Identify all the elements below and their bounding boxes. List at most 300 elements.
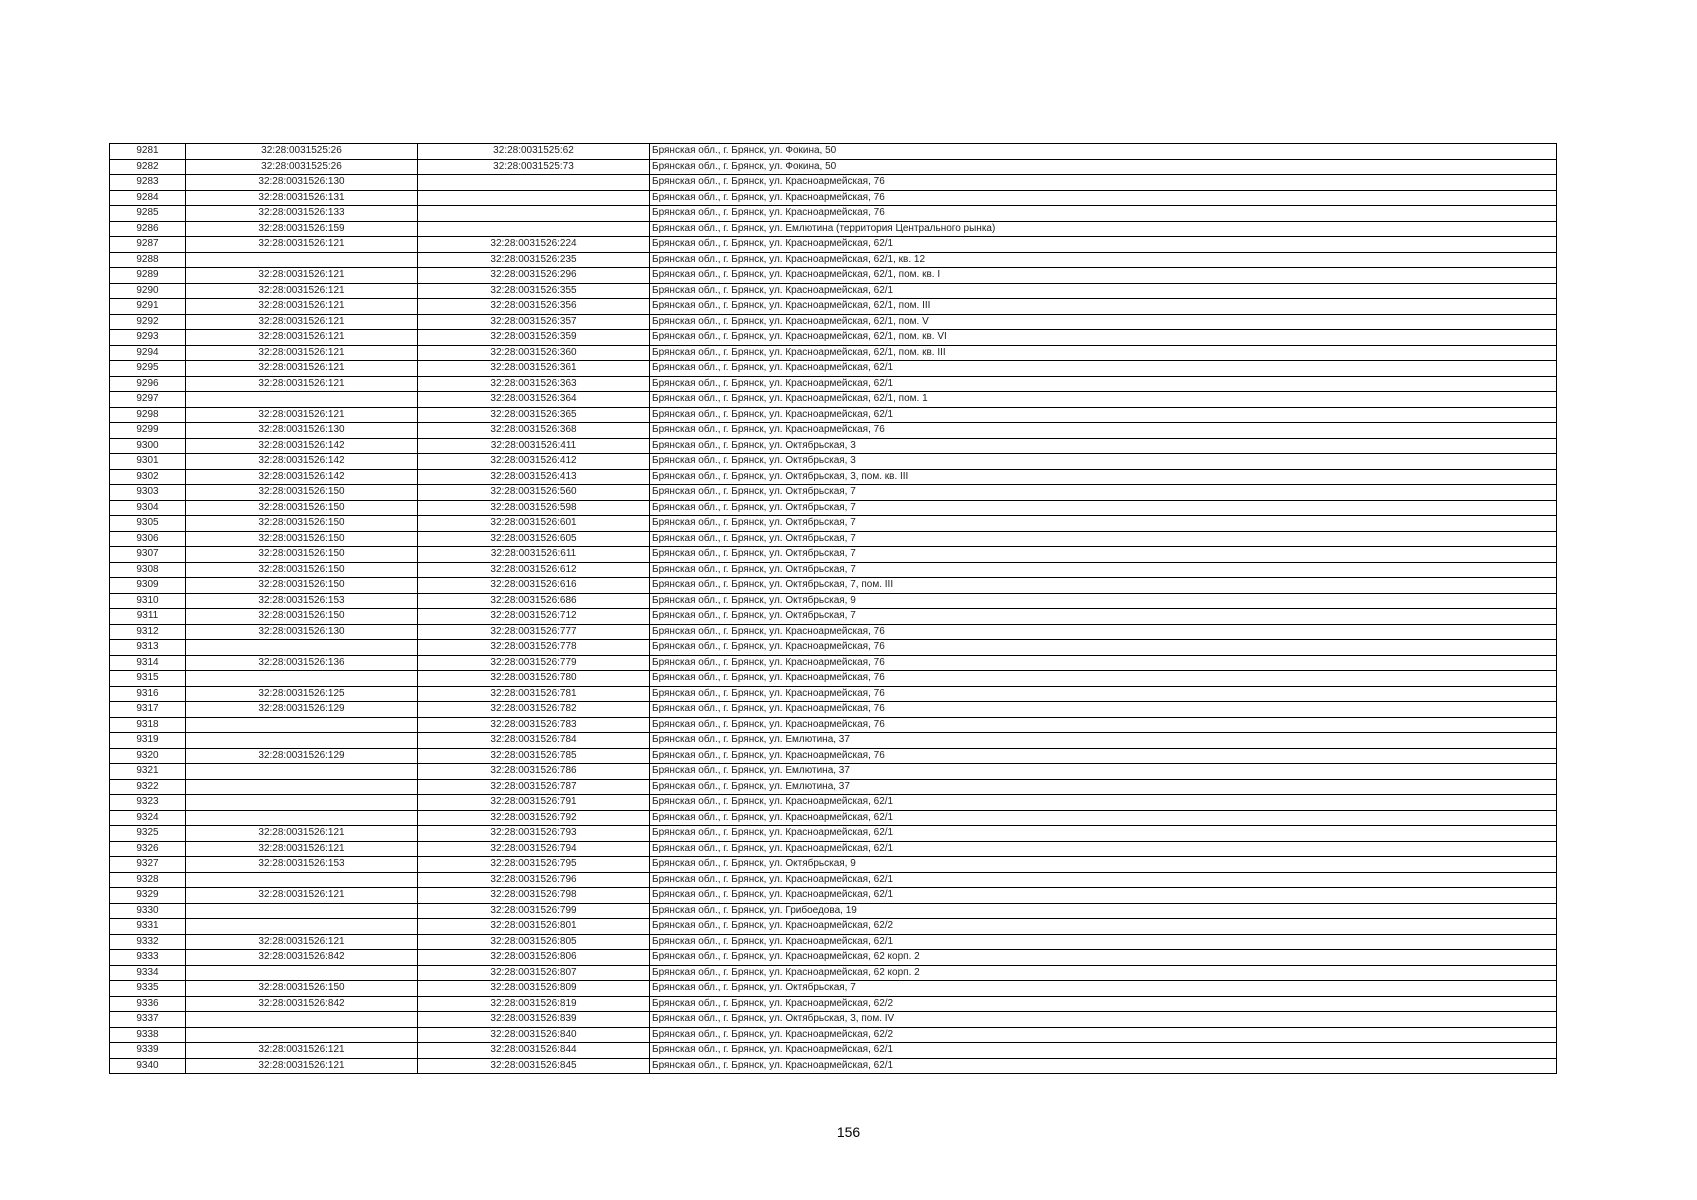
parcel-cadastral-number-cell: 32:28:0031525:26 [186,159,418,175]
address-cell: Брянская обл., г. Брянск, ул. Красноармейская, 62/2 [650,996,1557,1012]
object-cadastral-number-cell: 32:28:0031526:605 [418,531,650,547]
parcel-cadastral-number-cell: 32:28:0031526:150 [186,981,418,997]
object-cadastral-number-cell: 32:28:0031526:844 [418,1043,650,1059]
row-number-cell: 9330 [110,903,186,919]
table-row [110,841,1557,857]
table-row [110,764,1557,780]
table-row [110,965,1557,981]
parcel-cadastral-number-cell: 32:28:0031526:142 [186,454,418,470]
row-number-cell: 9332 [110,934,186,950]
parcel-cadastral-number-cell [186,640,418,656]
row-number-cell: 9289 [110,268,186,284]
address-cell: Брянская обл., г. Брянск, ул. Красноармейская, 62/1, пом. кв. III [650,345,1557,361]
parcel-cadastral-number-cell: 32:28:0031526:121 [186,268,418,284]
parcel-cadastral-number-cell [186,779,418,795]
object-cadastral-number-cell: 32:28:0031526:782 [418,702,650,718]
address-cell: Брянская обл., г. Брянск, ул. Красноармейская, 62/1, пом. 1 [650,392,1557,408]
row-number-cell: 9316 [110,686,186,702]
address-cell: Брянская обл., г. Брянск, ул. Красноармейская, 76 [650,206,1557,222]
object-cadastral-number-cell: 32:28:0031526:778 [418,640,650,656]
table-row [110,283,1557,299]
address-cell: Брянская обл., г. Брянск, ул. Красноармейская, 62/1, пом. V [650,314,1557,330]
table-row [110,392,1557,408]
object-cadastral-number-cell: 32:28:0031526:224 [418,237,650,253]
object-cadastral-number-cell: 32:28:0031526:361 [418,361,650,377]
row-number-cell: 9304 [110,500,186,516]
table-row [110,485,1557,501]
table-row [110,547,1557,563]
parcel-cadastral-number-cell: 32:28:0031526:150 [186,609,418,625]
parcel-cadastral-number-cell: 32:28:0031526:130 [186,624,418,640]
parcel-cadastral-number-cell: 32:28:0031526:129 [186,748,418,764]
address-cell: Брянская обл., г. Брянск, ул. Емлютина, 37 [650,779,1557,795]
parcel-cadastral-number-cell [186,872,418,888]
address-cell: Брянская обл., г. Брянск, ул. Красноармейская, 62/1 [650,872,1557,888]
row-number-cell: 9319 [110,733,186,749]
row-number-cell: 9308 [110,562,186,578]
row-number-cell: 9324 [110,810,186,826]
parcel-cadastral-number-cell: 32:28:0031526:150 [186,547,418,563]
parcel-cadastral-number-cell: 32:28:0031526:142 [186,469,418,485]
row-number-cell: 9331 [110,919,186,935]
table-row [110,702,1557,718]
object-cadastral-number-cell: 32:28:0031525:73 [418,159,650,175]
parcel-cadastral-number-cell: 32:28:0031526:121 [186,345,418,361]
table-row [110,1043,1557,1059]
object-cadastral-number-cell: 32:28:0031526:560 [418,485,650,501]
object-cadastral-number-cell: 32:28:0031526:598 [418,500,650,516]
table-row [110,423,1557,439]
row-number-cell: 9287 [110,237,186,253]
row-number-cell: 9329 [110,888,186,904]
object-cadastral-number-cell: 32:28:0031526:807 [418,965,650,981]
row-number-cell: 9339 [110,1043,186,1059]
parcel-cadastral-number-cell: 32:28:0031526:842 [186,996,418,1012]
row-number-cell: 9336 [110,996,186,1012]
parcel-cadastral-number-cell: 32:28:0031526:121 [186,1043,418,1059]
address-cell: Брянская обл., г. Брянск, ул. Емлютина, 37 [650,733,1557,749]
table-row [110,562,1557,578]
table-row [110,810,1557,826]
parcel-cadastral-number-cell [186,252,418,268]
parcel-cadastral-number-cell [186,671,418,687]
row-number-cell: 9318 [110,717,186,733]
address-cell: Брянская обл., г. Брянск, ул. Красноармейская, 76 [650,640,1557,656]
row-number-cell: 9285 [110,206,186,222]
parcel-cadastral-number-cell [186,1012,418,1028]
address-cell: Брянская обл., г. Брянск, ул. Емлютина (территория Центрального рынка) [650,221,1557,237]
address-cell: Брянская обл., г. Брянск, ул. Октябрьская, 3, пом. IV [650,1012,1557,1028]
parcel-cadastral-number-cell: 32:28:0031526:121 [186,841,418,857]
address-cell: Брянская обл., г. Брянск, ул. Октябрьская, 9 [650,593,1557,609]
table-row [110,733,1557,749]
object-cadastral-number-cell: 32:28:0031526:786 [418,764,650,780]
address-cell: Брянская обл., г. Брянск, ул. Красноармейская, 62/1 [650,237,1557,253]
address-cell: Брянская обл., г. Брянск, ул. Красноармейская, 76 [650,423,1557,439]
address-cell: Брянская обл., г. Брянск, ул. Красноармейская, 62/1, пом. III [650,299,1557,315]
object-cadastral-number-cell: 32:28:0031526:364 [418,392,650,408]
row-number-cell: 9328 [110,872,186,888]
parcel-cadastral-number-cell: 32:28:0031526:121 [186,314,418,330]
object-cadastral-number-cell: 32:28:0031526:412 [418,454,650,470]
address-cell: Брянская обл., г. Брянск, ул. Красноармейская, 76 [650,686,1557,702]
parcel-cadastral-number-cell: 32:28:0031526:130 [186,423,418,439]
table-row [110,795,1557,811]
parcel-cadastral-number-cell [186,903,418,919]
row-number-cell: 9303 [110,485,186,501]
table-row [110,144,1557,160]
parcel-cadastral-number-cell: 32:28:0031526:125 [186,686,418,702]
table-row [110,888,1557,904]
address-cell: Брянская обл., г. Брянск, ул. Красноармейская, 62 корп. 2 [650,965,1557,981]
table-row [110,903,1557,919]
address-cell: Брянская обл., г. Брянск, ул. Октябрьская, 7 [650,562,1557,578]
object-cadastral-number-cell: 32:28:0031526:795 [418,857,650,873]
address-cell: Брянская обл., г. Брянск, ул. Грибоедова, 19 [650,903,1557,919]
parcel-cadastral-number-cell: 32:28:0031526:121 [186,826,418,842]
table-row [110,1058,1557,1074]
row-number-cell: 9307 [110,547,186,563]
registry-table-body [110,144,1557,1074]
address-cell: Брянская обл., г. Брянск, ул. Красноармейская, 62/1 [650,1058,1557,1074]
object-cadastral-number-cell: 32:28:0031526:784 [418,733,650,749]
object-cadastral-number-cell: 32:28:0031526:368 [418,423,650,439]
parcel-cadastral-number-cell: 32:28:0031526:130 [186,175,418,191]
address-cell: Брянская обл., г. Брянск, ул. Октябрьская, 3, пом. кв. III [650,469,1557,485]
object-cadastral-number-cell: 32:28:0031526:798 [418,888,650,904]
object-cadastral-number-cell: 32:28:0031526:235 [418,252,650,268]
object-cadastral-number-cell: 32:28:0031526:845 [418,1058,650,1074]
table-row [110,857,1557,873]
object-cadastral-number-cell: 32:28:0031526:794 [418,841,650,857]
address-cell: Брянская обл., г. Брянск, ул. Октябрьская, 7 [650,981,1557,997]
address-cell: Брянская обл., г. Брянск, ул. Красноармейская, 76 [650,671,1557,687]
table-row [110,671,1557,687]
parcel-cadastral-number-cell [186,733,418,749]
address-cell: Брянская обл., г. Брянск, ул. Красноармейская, 76 [650,702,1557,718]
object-cadastral-number-cell: 32:28:0031526:819 [418,996,650,1012]
row-number-cell: 9326 [110,841,186,857]
table-row [110,872,1557,888]
parcel-cadastral-number-cell: 32:28:0031526:150 [186,516,418,532]
address-cell: Брянская обл., г. Брянск, ул. Октябрьская, 7 [650,485,1557,501]
address-cell: Брянская обл., г. Брянск, ул. Красноармейская, 62 корп. 2 [650,950,1557,966]
object-cadastral-number-cell: 32:28:0031526:779 [418,655,650,671]
object-cadastral-number-cell: 32:28:0031526:787 [418,779,650,795]
row-number-cell: 9301 [110,454,186,470]
table-row [110,500,1557,516]
row-number-cell: 9338 [110,1027,186,1043]
address-cell: Брянская обл., г. Брянск, ул. Октябрьская, 7 [650,516,1557,532]
row-number-cell: 9298 [110,407,186,423]
row-number-cell: 9325 [110,826,186,842]
row-number-cell: 9327 [110,857,186,873]
parcel-cadastral-number-cell [186,795,418,811]
object-cadastral-number-cell: 32:28:0031526:356 [418,299,650,315]
row-number-cell: 9294 [110,345,186,361]
row-number-cell: 9306 [110,531,186,547]
row-number-cell: 9299 [110,423,186,439]
object-cadastral-number-cell: 32:28:0031526:712 [418,609,650,625]
address-cell: Брянская обл., г. Брянск, ул. Красноармейская, 62/1 [650,795,1557,811]
table-row [110,950,1557,966]
parcel-cadastral-number-cell: 32:28:0031526:121 [186,330,418,346]
object-cadastral-number-cell [418,206,650,222]
parcel-cadastral-number-cell: 32:28:0031526:159 [186,221,418,237]
row-number-cell: 9313 [110,640,186,656]
row-number-cell: 9302 [110,469,186,485]
row-number-cell: 9282 [110,159,186,175]
row-number-cell: 9288 [110,252,186,268]
parcel-cadastral-number-cell: 32:28:0031526:153 [186,857,418,873]
parcel-cadastral-number-cell: 32:28:0031526:121 [186,407,418,423]
table-row [110,826,1557,842]
address-cell: Брянская обл., г. Брянск, ул. Фокина, 50 [650,159,1557,175]
parcel-cadastral-number-cell [186,965,418,981]
row-number-cell: 9335 [110,981,186,997]
row-number-cell: 9310 [110,593,186,609]
row-number-cell: 9311 [110,609,186,625]
row-number-cell: 9284 [110,190,186,206]
object-cadastral-number-cell: 32:28:0031526:357 [418,314,650,330]
address-cell: Брянская обл., г. Брянск, ул. Красноармейская, 62/2 [650,1027,1557,1043]
row-number-cell: 9317 [110,702,186,718]
row-number-cell: 9300 [110,438,186,454]
address-cell: Брянская обл., г. Брянск, ул. Красноармейская, 76 [650,175,1557,191]
table-row [110,1027,1557,1043]
table-row [110,934,1557,950]
table-row [110,376,1557,392]
address-cell: Брянская обл., г. Брянск, ул. Красноармейская, 76 [650,190,1557,206]
table-row [110,531,1557,547]
row-number-cell: 9334 [110,965,186,981]
table-row [110,748,1557,764]
address-cell: Брянская обл., г. Брянск, ул. Красноармейская, 76 [650,624,1557,640]
table-row [110,578,1557,594]
table-row [110,175,1557,191]
object-cadastral-number-cell: 32:28:0031526:359 [418,330,650,346]
object-cadastral-number-cell: 32:28:0031526:616 [418,578,650,594]
parcel-cadastral-number-cell: 32:28:0031525:26 [186,144,418,160]
address-cell: Брянская обл., г. Брянск, ул. Красноармейская, 62/1, кв. 12 [650,252,1557,268]
parcel-cadastral-number-cell: 32:28:0031526:153 [186,593,418,609]
object-cadastral-number-cell [418,175,650,191]
object-cadastral-number-cell: 32:28:0031526:783 [418,717,650,733]
address-cell: Брянская обл., г. Брянск, ул. Красноармейская, 62/1, пом. кв. I [650,268,1557,284]
parcel-cadastral-number-cell: 32:28:0031526:121 [186,283,418,299]
row-number-cell: 9314 [110,655,186,671]
parcel-cadastral-number-cell [186,392,418,408]
address-cell: Брянская обл., г. Брянск, ул. Красноармейская, 62/1 [650,361,1557,377]
object-cadastral-number-cell: 32:28:0031526:799 [418,903,650,919]
address-cell: Брянская обл., г. Брянск, ул. Красноармейская, 62/1 [650,934,1557,950]
parcel-cadastral-number-cell: 32:28:0031526:129 [186,702,418,718]
address-cell: Брянская обл., г. Брянск, ул. Красноармейская, 62/1, пом. кв. VI [650,330,1557,346]
parcel-cadastral-number-cell: 32:28:0031526:150 [186,485,418,501]
address-cell: Брянская обл., г. Брянск, ул. Фокина, 50 [650,144,1557,160]
address-cell: Брянская обл., г. Брянск, ул. Красноармейская, 76 [650,748,1557,764]
row-number-cell: 9312 [110,624,186,640]
object-cadastral-number-cell: 32:28:0031526:796 [418,872,650,888]
address-cell: Брянская обл., г. Брянск, ул. Октябрьская, 7 [650,531,1557,547]
row-number-cell: 9305 [110,516,186,532]
object-cadastral-number-cell: 32:28:0031526:686 [418,593,650,609]
parcel-cadastral-number-cell: 32:28:0031526:131 [186,190,418,206]
address-cell: Брянская обл., г. Брянск, ул. Красноармейская, 62/1 [650,1043,1557,1059]
row-number-cell: 9320 [110,748,186,764]
object-cadastral-number-cell: 32:28:0031526:360 [418,345,650,361]
table-row [110,1012,1557,1028]
table-row [110,686,1557,702]
row-number-cell: 9333 [110,950,186,966]
table-row [110,314,1557,330]
address-cell: Брянская обл., г. Брянск, ул. Октябрьская, 9 [650,857,1557,873]
address-cell: Брянская обл., г. Брянск, ул. Красноармейская, 62/1 [650,826,1557,842]
table-row [110,206,1557,222]
parcel-cadastral-number-cell: 32:28:0031526:121 [186,299,418,315]
row-number-cell: 9297 [110,392,186,408]
parcel-cadastral-number-cell [186,764,418,780]
table-row [110,469,1557,485]
table-row [110,299,1557,315]
parcel-cadastral-number-cell [186,919,418,935]
row-number-cell: 9323 [110,795,186,811]
address-cell: Брянская обл., г. Брянск, ул. Красноармейская, 76 [650,717,1557,733]
table-row [110,252,1557,268]
object-cadastral-number-cell: 32:28:0031526:612 [418,562,650,578]
object-cadastral-number-cell: 32:28:0031526:792 [418,810,650,826]
address-cell: Брянская обл., г. Брянск, ул. Красноармейская, 62/1 [650,283,1557,299]
row-number-cell: 9321 [110,764,186,780]
row-number-cell: 9337 [110,1012,186,1028]
address-cell: Брянская обл., г. Брянск, ул. Красноармейская, 76 [650,655,1557,671]
address-cell: Брянская обл., г. Брянск, ул. Октябрьская, 3 [650,454,1557,470]
object-cadastral-number-cell [418,190,650,206]
parcel-cadastral-number-cell: 32:28:0031526:121 [186,376,418,392]
address-cell: Брянская обл., г. Брянск, ул. Октябрьская, 7 [650,547,1557,563]
table-row [110,609,1557,625]
parcel-cadastral-number-cell: 32:28:0031526:150 [186,500,418,516]
parcel-cadastral-number-cell: 32:28:0031526:142 [186,438,418,454]
row-number-cell: 9315 [110,671,186,687]
object-cadastral-number-cell: 32:28:0031526:611 [418,547,650,563]
address-cell: Брянская обл., г. Брянск, ул. Октябрьская, 3 [650,438,1557,454]
row-number-cell: 9295 [110,361,186,377]
address-cell: Брянская обл., г. Брянск, ул. Красноармейская, 62/1 [650,407,1557,423]
row-number-cell: 9296 [110,376,186,392]
address-cell: Брянская обл., г. Брянск, ул. Красноармейская, 62/2 [650,919,1557,935]
row-number-cell: 9281 [110,144,186,160]
object-cadastral-number-cell: 32:28:0031526:801 [418,919,650,935]
object-cadastral-number-cell: 32:28:0031526:601 [418,516,650,532]
object-cadastral-number-cell: 32:28:0031526:780 [418,671,650,687]
object-cadastral-number-cell [418,221,650,237]
table-row [110,655,1557,671]
table-row [110,454,1557,470]
address-cell: Брянская обл., г. Брянск, ул. Красноармейская, 62/1 [650,888,1557,904]
parcel-cadastral-number-cell [186,810,418,826]
parcel-cadastral-number-cell: 32:28:0031526:121 [186,888,418,904]
table-row [110,407,1557,423]
row-number-cell: 9322 [110,779,186,795]
parcel-cadastral-number-cell: 32:28:0031526:121 [186,237,418,253]
object-cadastral-number-cell: 32:28:0031526:365 [418,407,650,423]
address-cell: Брянская обл., г. Брянск, ул. Октябрьская, 7 [650,500,1557,516]
object-cadastral-number-cell: 32:28:0031526:839 [418,1012,650,1028]
table-row [110,981,1557,997]
property-registry-table [109,143,1557,1074]
object-cadastral-number-cell: 32:28:0031526:785 [418,748,650,764]
table-row [110,330,1557,346]
table-row [110,593,1557,609]
row-number-cell: 9290 [110,283,186,299]
address-cell: Брянская обл., г. Брянск, ул. Красноармейская, 62/1 [650,376,1557,392]
table-row [110,221,1557,237]
object-cadastral-number-cell: 32:28:0031526:355 [418,283,650,299]
object-cadastral-number-cell: 32:28:0031526:793 [418,826,650,842]
table-row [110,624,1557,640]
row-number-cell: 9340 [110,1058,186,1074]
row-number-cell: 9292 [110,314,186,330]
table-row [110,779,1557,795]
table-row [110,516,1557,532]
parcel-cadastral-number-cell: 32:28:0031526:121 [186,361,418,377]
address-cell: Брянская обл., г. Брянск, ул. Красноармейская, 62/1 [650,841,1557,857]
object-cadastral-number-cell: 32:28:0031526:805 [418,934,650,950]
object-cadastral-number-cell: 32:28:0031526:791 [418,795,650,811]
parcel-cadastral-number-cell: 32:28:0031526:121 [186,1058,418,1074]
object-cadastral-number-cell: 32:28:0031526:781 [418,686,650,702]
address-cell: Брянская обл., г. Брянск, ул. Красноармейская, 62/1 [650,810,1557,826]
parcel-cadastral-number-cell: 32:28:0031526:121 [186,934,418,950]
table-row [110,919,1557,935]
parcel-cadastral-number-cell: 32:28:0031526:150 [186,531,418,547]
parcel-cadastral-number-cell: 32:28:0031526:150 [186,578,418,594]
parcel-cadastral-number-cell: 32:28:0031526:133 [186,206,418,222]
row-number-cell: 9286 [110,221,186,237]
object-cadastral-number-cell: 32:28:0031526:806 [418,950,650,966]
parcel-cadastral-number-cell [186,717,418,733]
parcel-cadastral-number-cell: 32:28:0031526:842 [186,950,418,966]
object-cadastral-number-cell: 32:28:0031525:62 [418,144,650,160]
page-number: 156 [836,1124,861,1140]
table-row [110,996,1557,1012]
table-row [110,717,1557,733]
row-number-cell: 9309 [110,578,186,594]
object-cadastral-number-cell: 32:28:0031526:777 [418,624,650,640]
row-number-cell: 9291 [110,299,186,315]
table-row [110,361,1557,377]
row-number-cell: 9283 [110,175,186,191]
table-row [110,268,1557,284]
row-number-cell: 9293 [110,330,186,346]
parcel-cadastral-number-cell: 32:28:0031526:150 [186,562,418,578]
object-cadastral-number-cell: 32:28:0031526:363 [418,376,650,392]
address-cell: Брянская обл., г. Брянск, ул. Октябрьская, 7, пом. III [650,578,1557,594]
object-cadastral-number-cell: 32:28:0031526:809 [418,981,650,997]
object-cadastral-number-cell: 32:28:0031526:411 [418,438,650,454]
table-row [110,159,1557,175]
parcel-cadastral-number-cell [186,1027,418,1043]
address-cell: Брянская обл., г. Брянск, ул. Емлютина, 37 [650,764,1557,780]
address-cell: Брянская обл., г. Брянск, ул. Октябрьская, 7 [650,609,1557,625]
table-row [110,190,1557,206]
table-row [110,640,1557,656]
table-row [110,438,1557,454]
parcel-cadastral-number-cell: 32:28:0031526:136 [186,655,418,671]
object-cadastral-number-cell: 32:28:0031526:413 [418,469,650,485]
table-row [110,345,1557,361]
